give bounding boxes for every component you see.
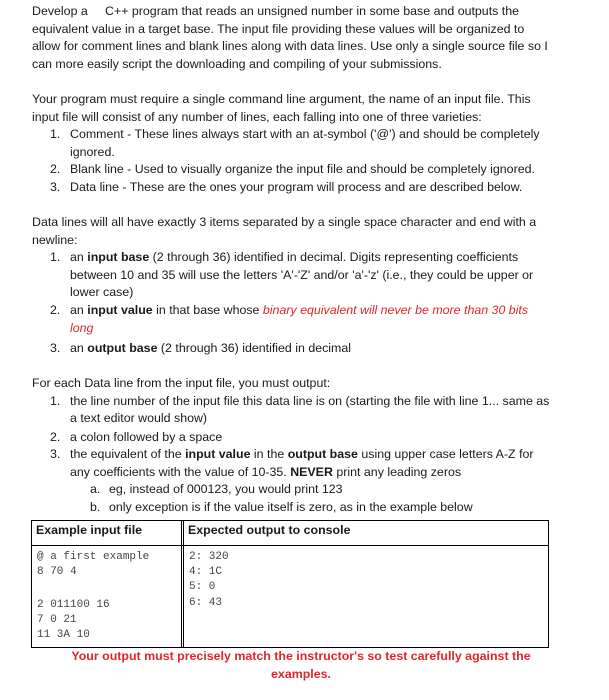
list-number: 3. [50, 341, 61, 355]
data-lines-line-2: newline: [32, 232, 78, 247]
input-value-term: input value [185, 447, 251, 461]
binary-limit-note: binary equivalent will never be more than 30 bits [262, 303, 529, 317]
list-number: 3. [50, 447, 61, 461]
requirements-line-2: input file will consist of any number of lines, each falling into one of three varieties: [32, 109, 482, 124]
colon-item: a colon followed by a space [70, 429, 223, 444]
sub-list-letter: b. [90, 499, 101, 514]
sub-item-exception: only exception is if the value itself is zero, as in the example below [109, 499, 473, 514]
intro-develop: Develop a [32, 4, 88, 18]
output-rules-line-1: For each Data line from the input file, you must output: [32, 376, 331, 390]
equivalent-item-cont [70, 464, 461, 482]
comment-line-item-cont: ignored. [70, 144, 115, 159]
footer-warning-line-1: Your output must precisely match the instructor's so test carefully against the [71, 649, 531, 663]
header-example-input: Example input file [32, 521, 182, 546]
text: any coefficients with the value of 10-35. [70, 464, 287, 479]
input-base-term: input base [87, 250, 150, 264]
list-number: 2. [50, 429, 61, 444]
text: an [70, 303, 84, 317]
line-number-item: the line number of the input file this data line is on (starting the file with line 1... same as [70, 393, 550, 408]
output-base-item [70, 340, 351, 358]
text: an [70, 250, 84, 264]
expected-output-block: 2: 320 4: 1C 5: 0 6: 43 [184, 546, 549, 648]
intro-line-1 [32, 3, 580, 21]
list-number: 2. [50, 303, 61, 317]
table-row [32, 546, 549, 598]
intro-line-3: allow for comment lines and blank lines along with data lines. Use only a single source file so I [32, 39, 548, 53]
intro-language: C++ [105, 4, 129, 18]
data-line-item: Data line - These are the ones your program will process and are described below. [70, 179, 523, 194]
text: print any leading zeros [336, 464, 462, 479]
equivalent-item [70, 446, 534, 464]
text: in that base whose [156, 303, 260, 317]
blank-line-item: Blank line - Used to visually organize the input file and should be completely ignored. [70, 162, 535, 176]
text: in the [253, 447, 285, 461]
text: (2 through 36) identified in decimal. Digits representing coefficients [152, 250, 519, 264]
footer-warning-line-2: examples. [271, 667, 331, 681]
output-base-term: output base [87, 341, 158, 355]
example-input-block-1: @ a first example 8 70 4 [32, 546, 182, 598]
column-separator [182, 598, 184, 648]
intro-line-1-rest: program that reads an unsigned number in some base and outputs the [131, 4, 520, 18]
data-lines-line-1: Data lines will all have exactly 3 items separated by a single space character and end with a [32, 215, 537, 229]
sub-item-example: eg, instead of 000123, you would print 123 [109, 482, 343, 496]
table-header-row [32, 521, 549, 546]
input-base-item-cont: between 10 and 35 will use the letters 'A'-'Z' and/or 'a'-'z' (i.e., they could be upper or [70, 267, 534, 282]
input-value-item [70, 302, 528, 320]
sub-list-letter: a. [90, 482, 101, 496]
header-expected-output: Expected output to console [184, 521, 549, 546]
text: (2 through 36) identified in decimal [160, 341, 352, 355]
text: an [70, 341, 84, 355]
list-number: 1. [50, 250, 61, 264]
never-emphasis: NEVER [290, 464, 333, 479]
output-base-term: output base [287, 447, 358, 461]
list-number: 3. [50, 179, 61, 194]
example-table [31, 520, 549, 648]
input-base-item-cont2: lower case) [70, 285, 134, 299]
list-number: 1. [50, 127, 61, 141]
requirements-line-1: Your program must require a single command line argument, the name of an input file. This [32, 92, 531, 106]
input-value-item-cont [70, 320, 93, 338]
text: the equivalent of the [70, 447, 182, 461]
example-input-block-2: 2 011100 16 7 0 21 11 3A 10 [32, 598, 182, 648]
comment-line-item: Comment - These lines always start with an at-symbol ('@') and should be completely [70, 127, 540, 141]
list-number: 2. [50, 162, 61, 176]
text: using upper case letters A-Z for [361, 447, 534, 461]
input-base-item [70, 249, 518, 267]
input-value-term: input value [87, 303, 153, 317]
list-number: 1. [50, 393, 61, 408]
intro-line-2: equivalent value in a target base. The input file providing these values will be organized to [32, 21, 525, 36]
intro-line-4: can more easily script the downloading and compiling of your submissions. [32, 56, 442, 71]
binary-limit-note-cont: long [70, 320, 94, 335]
line-number-item-cont: a text editor would show) [70, 411, 208, 425]
